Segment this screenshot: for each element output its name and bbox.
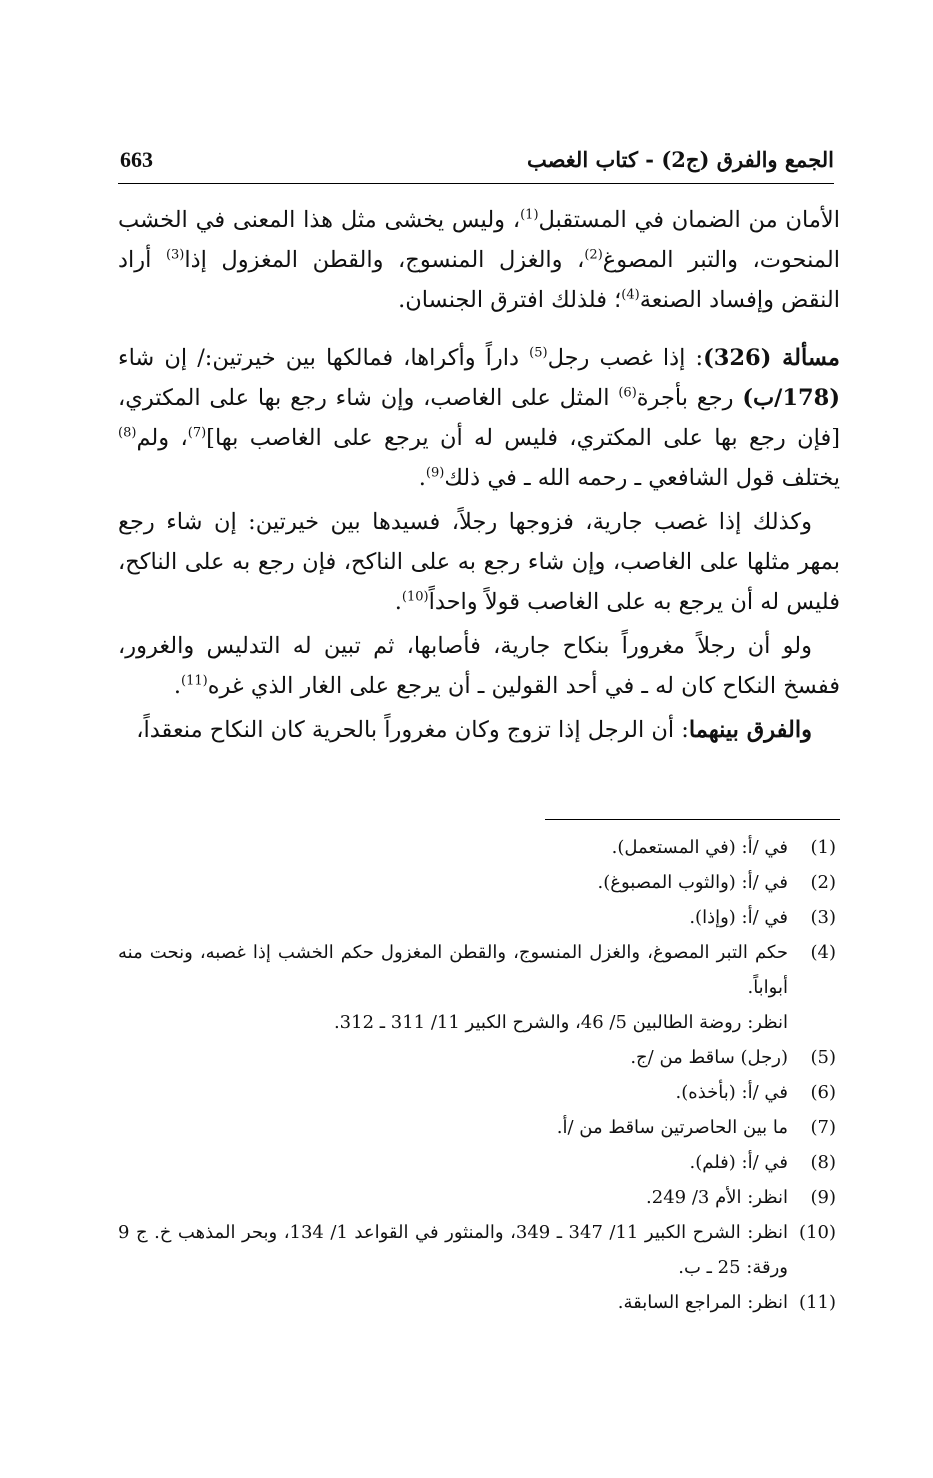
footnote-item (118, 1285, 836, 1320)
text-run: أراد النقض وإفساد الصنعة (118, 247, 840, 313)
text-run: ، ولم (136, 425, 188, 451)
footnote-number: (6) (810, 1082, 836, 1103)
footnote-ref: (10) (401, 589, 429, 605)
footnote-item (118, 1075, 836, 1110)
footnote-item (118, 935, 836, 1005)
footnote-text: في /أ: (في المستعمل). (611, 837, 788, 858)
footnote-number: (5) (810, 1047, 836, 1068)
footnote-ref: (3) (165, 247, 185, 263)
footnote-ref: (11) (181, 673, 208, 689)
footnote-text: ما بين الحاصرتين ساقط من /أ. (556, 1117, 788, 1138)
footnote-text: في /أ: (فلم). (689, 1152, 788, 1173)
text-run: ولو أن رجلاً مغروراً بنكاح جارية، فأصابها، ثم تبين له التدليس والغرور، ففسخ النكاح كان له ـ في أحد القولين ـ أن يرجع على الغار الذي غره (118, 633, 840, 699)
footnote-item (118, 1040, 836, 1075)
footnote-ref: (9) (425, 465, 445, 481)
issue-body (118, 385, 840, 491)
paragraph-3 (118, 502, 840, 622)
footnote-ref: (4) (621, 287, 640, 303)
text-run: : أن الرجل إذا تزوج وكان مغروراً بالحرية كان النكاح منعقداً، (136, 717, 689, 743)
text-run: داراً وأكراها، فمالكها بين خيرتين:/ إن شاء (118, 345, 530, 371)
footnote-ref: (8) (118, 425, 137, 441)
text-run: . (394, 589, 402, 615)
footnote-number: (10) (799, 1222, 836, 1243)
text-run: الأمان من الضمان في المستقبل (538, 207, 840, 233)
issue-326 (118, 338, 840, 498)
footnote-text: انظر: المراجع السابقة. (617, 1292, 788, 1313)
footnote-text: انظر: الأم 3/ 249. (646, 1187, 788, 1208)
footnote-number: (3) (810, 907, 836, 928)
paragraph-1 (118, 200, 840, 320)
manuscript-folio-ref: (178/ب) (742, 385, 840, 411)
text-run: وكذلك إذا غصب جارية، فزوجها رجلاً، فسيدها بين خيرتين: إن شاء رجع بمهر مثلها على الغاصب، وإن شاء رجع به على الناكح، فإن رجع به على الناكح، فليس له أن يرجع به على الغاصب قولاً واحداً (118, 509, 840, 615)
footnote-number: (7) (810, 1117, 836, 1138)
footnote-ref: (2) (584, 247, 603, 263)
text-run: ، وليس يخشى مثل هذا المعنى في الخشب المنحوت، والتبر المصوغ (118, 207, 840, 273)
running-header (118, 143, 834, 184)
footnote-item (118, 830, 836, 865)
text-run: ، والغزل المنسوج، والقطن المغزول إذا (184, 247, 585, 273)
footnote-text: في /أ: (بأخذه). (675, 1082, 788, 1103)
footnote-item (118, 865, 836, 900)
footnote-item (118, 1145, 836, 1180)
footnote-text: (رجل) ساقط من /ج. (630, 1047, 788, 1068)
text-run: المثل على الغاصب، وإن شاء رجع بها على المكتري، [فإن رجع بها على المكتري، فليس له أن يرجع على الغاصب بها] (118, 385, 841, 451)
page-number: 663 (120, 147, 153, 172)
text-run: . (173, 673, 182, 699)
footnote-number: (11) (799, 1292, 836, 1313)
footnote-ref: (6) (618, 385, 637, 401)
footnote-text: انظر: الشرح الكبير 11/ 347 ـ 349، والمنثور في القواعد 1/ 134، وبحر المذهب خ. ج 9 ورقة: 25 ـ ب. (118, 1222, 788, 1278)
footnote-ref: (5) (529, 345, 548, 361)
main-text (118, 200, 840, 754)
paragraph-4 (118, 626, 840, 706)
text-run: ؛ فلذلك افترق الجنسان. (398, 287, 622, 313)
footnote-item (118, 1180, 836, 1215)
footnote-text: في /أ: (والثوب المصبوغ). (597, 872, 788, 893)
footnote-text: حكم التبر المصوغ، والغزل المنسوج، والقطن المغزول حكم الخشب إذا غصبه، ونحت منه أبواباً. (118, 942, 788, 998)
footnote-item (118, 1215, 836, 1285)
paragraph-5 (118, 710, 840, 750)
footnote-number: (1) (810, 837, 836, 858)
footnote-ref: (1) (520, 207, 539, 223)
footnotes (118, 830, 836, 1320)
footnote-number: (9) (810, 1187, 836, 1208)
footnote-separator (545, 819, 840, 820)
footnote-item (118, 1110, 836, 1145)
footnote-number: (2) (810, 872, 836, 893)
header-title: الجمع والفرق (ج2) - كتاب الغصب (526, 147, 834, 172)
footnote-ref: (7) (187, 425, 207, 441)
footnote-text: في /أ: (وإذا). (689, 907, 788, 928)
text-run: يختلف قول الشافعي ـ رحمه الله ـ في ذلك (444, 465, 840, 491)
issue-label: مسألة (326) (703, 345, 840, 371)
footnote-number: (8) (810, 1152, 836, 1173)
footnote-item (118, 900, 836, 935)
difference-heading: والفرق بينهما (688, 717, 812, 743)
text-run: . (418, 465, 426, 491)
text-run: رجع بأجرة (636, 385, 743, 411)
text-run: : إذا غصب رجل (547, 345, 704, 371)
footnote-continuation: انظر: روضة الطالبين 5/ 46، والشرح الكبير 11/ 311 ـ 312. (333, 1012, 788, 1033)
footnote-number: (4) (810, 942, 836, 963)
